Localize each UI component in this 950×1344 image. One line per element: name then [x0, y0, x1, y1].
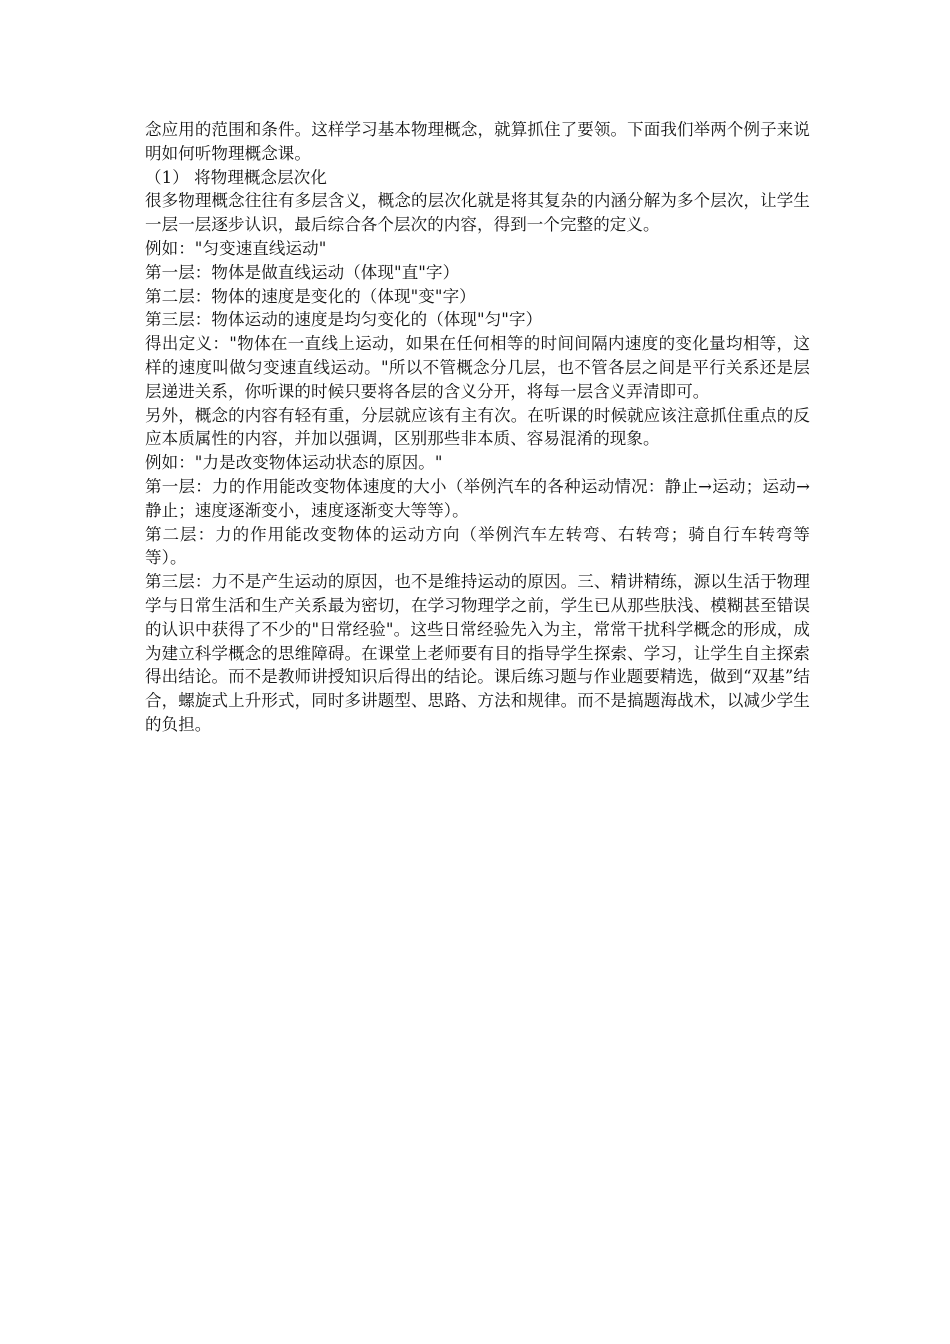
example-2-layer-3: 第三层：力不是产生运动的原因，也不是维持运动的原因。三、精讲精练，源以生活于物理学与日常生活和生产关系最为密切，在学习物理学之前，学生已从那些肤浅、模糊甚至错误的认识中获得了不少的"日常经验"。这些日常经验先入为主，常常干扰科学概念的形成，成为建立科学概念的思维障碍。在课堂上老师要有目的指导学生探索、学习，让学生自主探索得出结论。而不是教师讲授知识后得出的结论。课后练习题与作业题要精选，做到“双基”结合，螺旋式上升形式，同时多讲题型、思路、方法和规律。而不是搞题海战术，以减少学生的负担。	[145, 572, 810, 734]
example-1-layer-2: 第二层：物体的速度是变化的（体现"变"字）	[145, 286, 476, 306]
example-2-heading: 例如："力是改变物体运动状态的原因。"	[145, 453, 443, 473]
example-1-heading: 例如："匀变速直线运动"	[145, 238, 327, 258]
paragraph-intro: 念应用的范围和条件。这样学习基本物理概念，就算抓住了要领。下面我们举两个例子来说明如何听物理概念课。	[145, 120, 810, 163]
paragraph-emphasis: 另外，概念的内容有轻有重，分层就应该有主有次。在听课的时候就应该注意抓住重点的反应本质属性的内容，并加以强调，区别那些非本质、容易混淆的现象。	[145, 405, 810, 449]
paragraph-layering: 很多物理概念往往有多层含义，概念的层次化就是将其复杂的内涵分解为多个层次，让学生一层一层逐步认识，最后综合各个层次的内容，得到一个完整的定义。	[145, 191, 810, 235]
document-body	[145, 118, 810, 737]
example-2-layer-2: 第二层：力的作用能改变物体的运动方向（举例汽车左转弯、右转弯；骑自行车转弯等等）。	[145, 524, 810, 568]
example-1-layer-1: 第一层：物体是做直线运动（体现"直"字）	[145, 262, 460, 282]
example-2-layer-1: 第一层：力的作用能改变物体速度的大小（举例汽车的各种运动情况：静止→运动；运动→静止；速度逐渐变小，速度逐渐变大等等）。	[145, 476, 810, 520]
section-heading: （1） 将物理概念层次化	[145, 167, 327, 187]
example-1-layer-3: 第三层：物体运动的速度是均匀变化的（体现"匀"字）	[145, 310, 543, 330]
paragraph-definition: 得出定义："物体在一直线上运动，如果在任何相等的时间间隔内速度的变化量均相等，这样的速度叫做匀变速直线运动。"所以不管概念分几层，也不管各层之间是平行关系还是层层递进关系，你听课的时候只要将各层的含义分开，将每一层含义弄清即可。	[145, 334, 810, 401]
